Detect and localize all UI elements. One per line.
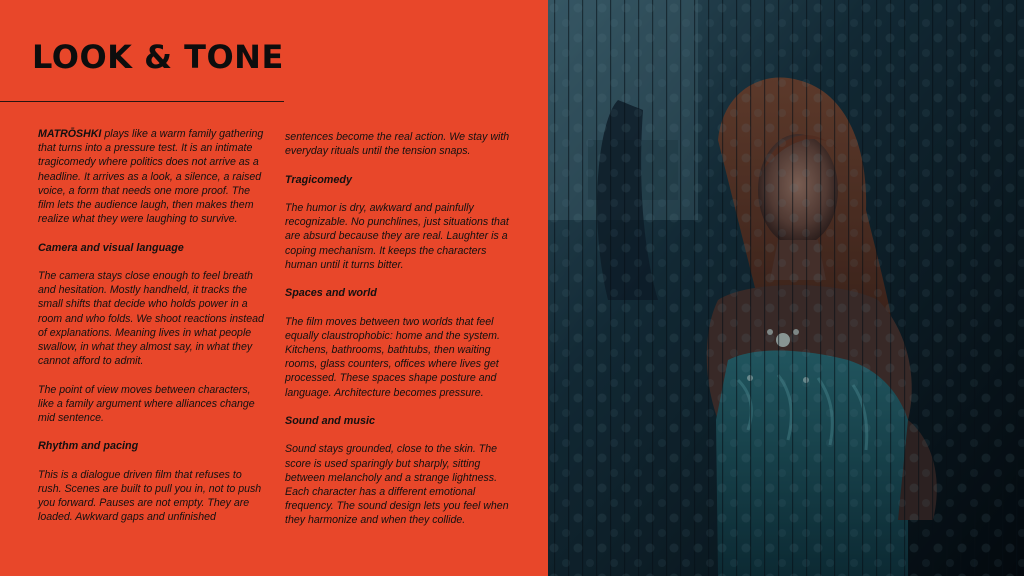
sound-heading: Sound and music [285, 414, 375, 427]
camera-heading: Camera and visual language [38, 241, 184, 254]
intro-text: plays like a warm family gathering that turns into a pressure test. It is an intimate tragicomedy where politics does not arrive as a headline. It arrives as a look, a silence, a raised voice, a form that needs one more proof. The film lets the audience laugh, then makes them realize what they were laughing to survive. [38, 128, 264, 226]
tragicomedy-paragraph: The humor is dry, awkward and painfully recognizable. No punchlines, just situations that are absurd because they are real. Laughter is a coping mechanism. It keeps the characters human until it turns bitter. [285, 201, 509, 271]
sound-paragraph: Sound stays grounded, close to the skin. The score is used sparingly but sharply, sitting between melancholy and a strange lightness. Each character has a different emotional frequency. The sound design lets you feel when they harmonize and when they collide. [285, 443, 509, 527]
spaces-heading: Spaces and world [285, 287, 377, 300]
camera-paragraph-2: The point of view moves between characters, like a family argument where alliances change mid sentence. [38, 383, 255, 425]
film-title: MATRŌSHKI [38, 128, 102, 140]
rhythm-paragraph-continued: sentences become the real action. We stay with everyday rituals until the tension snaps. [285, 131, 510, 158]
text-column-left [38, 127, 268, 539]
rhythm-heading: Rhythm and pacing [38, 440, 139, 453]
title-divider [0, 101, 284, 102]
rhythm-paragraph-1: This is a dialogue driven film that refuses to rush. Scenes are built to pull you in, not to push you forward. Pauses are not empty. They are loaded. Awkward gaps and unfinished [38, 468, 262, 524]
page-title: LOOK & TONE [32, 38, 284, 76]
camera-paragraph-1: The camera stays close enough to feel breath and hesitation. Mostly handheld, it tracks the small shifts that decide who holds power in a room and who folds. We shoot reactions instead of explanations. Meaning lives in what people swallow, in what they almost say, in what they cannot afford to admit. [38, 270, 264, 368]
intro-paragraph [38, 127, 268, 226]
film-still-image [548, 0, 1024, 576]
film-still-icon [548, 0, 1024, 576]
spaces-paragraph: The film moves between two worlds that feel equally claustrophobic: home and the system. Kitchens, bathrooms, bathtubs, then waiting rooms, glass counters, offices where lives get processed. These spaces shape posture and language. Architecture becomes pressure. [285, 315, 500, 399]
tragicomedy-heading: Tragicomedy [285, 173, 353, 186]
text-column-right [285, 130, 515, 542]
